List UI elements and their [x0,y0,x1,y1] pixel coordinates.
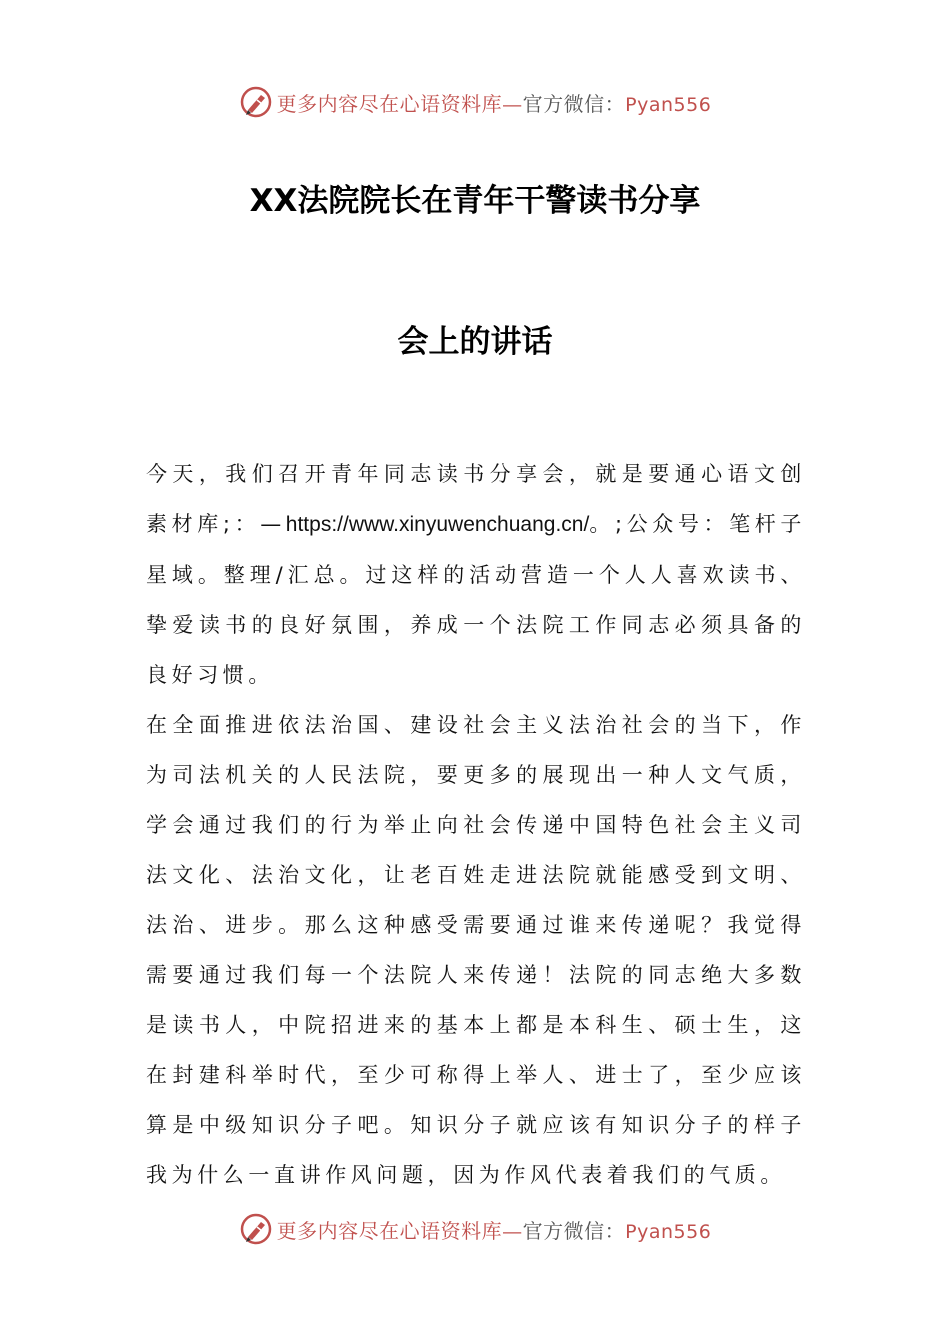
pen-logo-icon [239,1212,273,1246]
document-title-line1: XX法院院长在青年干警读书分享 [249,183,701,219]
document-title-line2: 会上的讲话 [397,324,553,360]
paragraph-1 [146,449,806,700]
paragraph-1-url: https://www.xinyuwenchuang.cn/ [285,513,590,536]
banner-wechat-id: Pyan556 [625,93,712,116]
banner-text [277,1215,712,1244]
footer-banner [0,1209,950,1249]
pen-logo-icon [239,85,273,119]
header-banner [0,82,950,122]
paragraph-1-rest: 。;公众号：笔杆子星域。整理/汇总。过这样的活动营造一个人人喜欢读书、挚爱读书的良好氛围，养成一个法院工作同志必须具备的良好习惯。 [146,512,806,687]
banner-dash: — [502,91,523,116]
document-body [146,449,806,1200]
paragraph-1-intro: 今天，我们召开青年同志读书分享会，就是要通心语文创素材库;：— [146,462,806,536]
banner-dash: — [502,1218,523,1243]
banner-wechat-label: 官方微信： [522,1218,626,1243]
banner-site-text: 更多内容尽在心语资料库 [276,1218,503,1243]
banner-site-text: 更多内容尽在心语资料库 [276,91,503,116]
banner-text [277,88,712,117]
banner-wechat-id: Pyan556 [625,1220,712,1243]
banner-wechat-label: 官方微信： [522,91,626,116]
paragraph-2: 在全面推进依法治国、建设社会主义法治社会的当下，作为司法机关的人民法院，要更多的展现出一种人文气质，学会通过我们的行为举止向社会传递中国特色社会主义司法文化、法治文化，让老百姓走进法院就能感受到文明、法治、进步。那么这种感受需要通过谁来传递呢？我觉得需要通过我们每一个法院人来传递！法院的同志绝大多数是读书人，中院招进来的基本上都是本科生、硕士生，这在封建科举时代，至少可称得上举人、进士了，至少应该算是中级知识分子吧。知识分子就应该有知识分子的样子我为什么一直讲作风问题，因为作风代表着我们的气质。 [146,713,806,1187]
